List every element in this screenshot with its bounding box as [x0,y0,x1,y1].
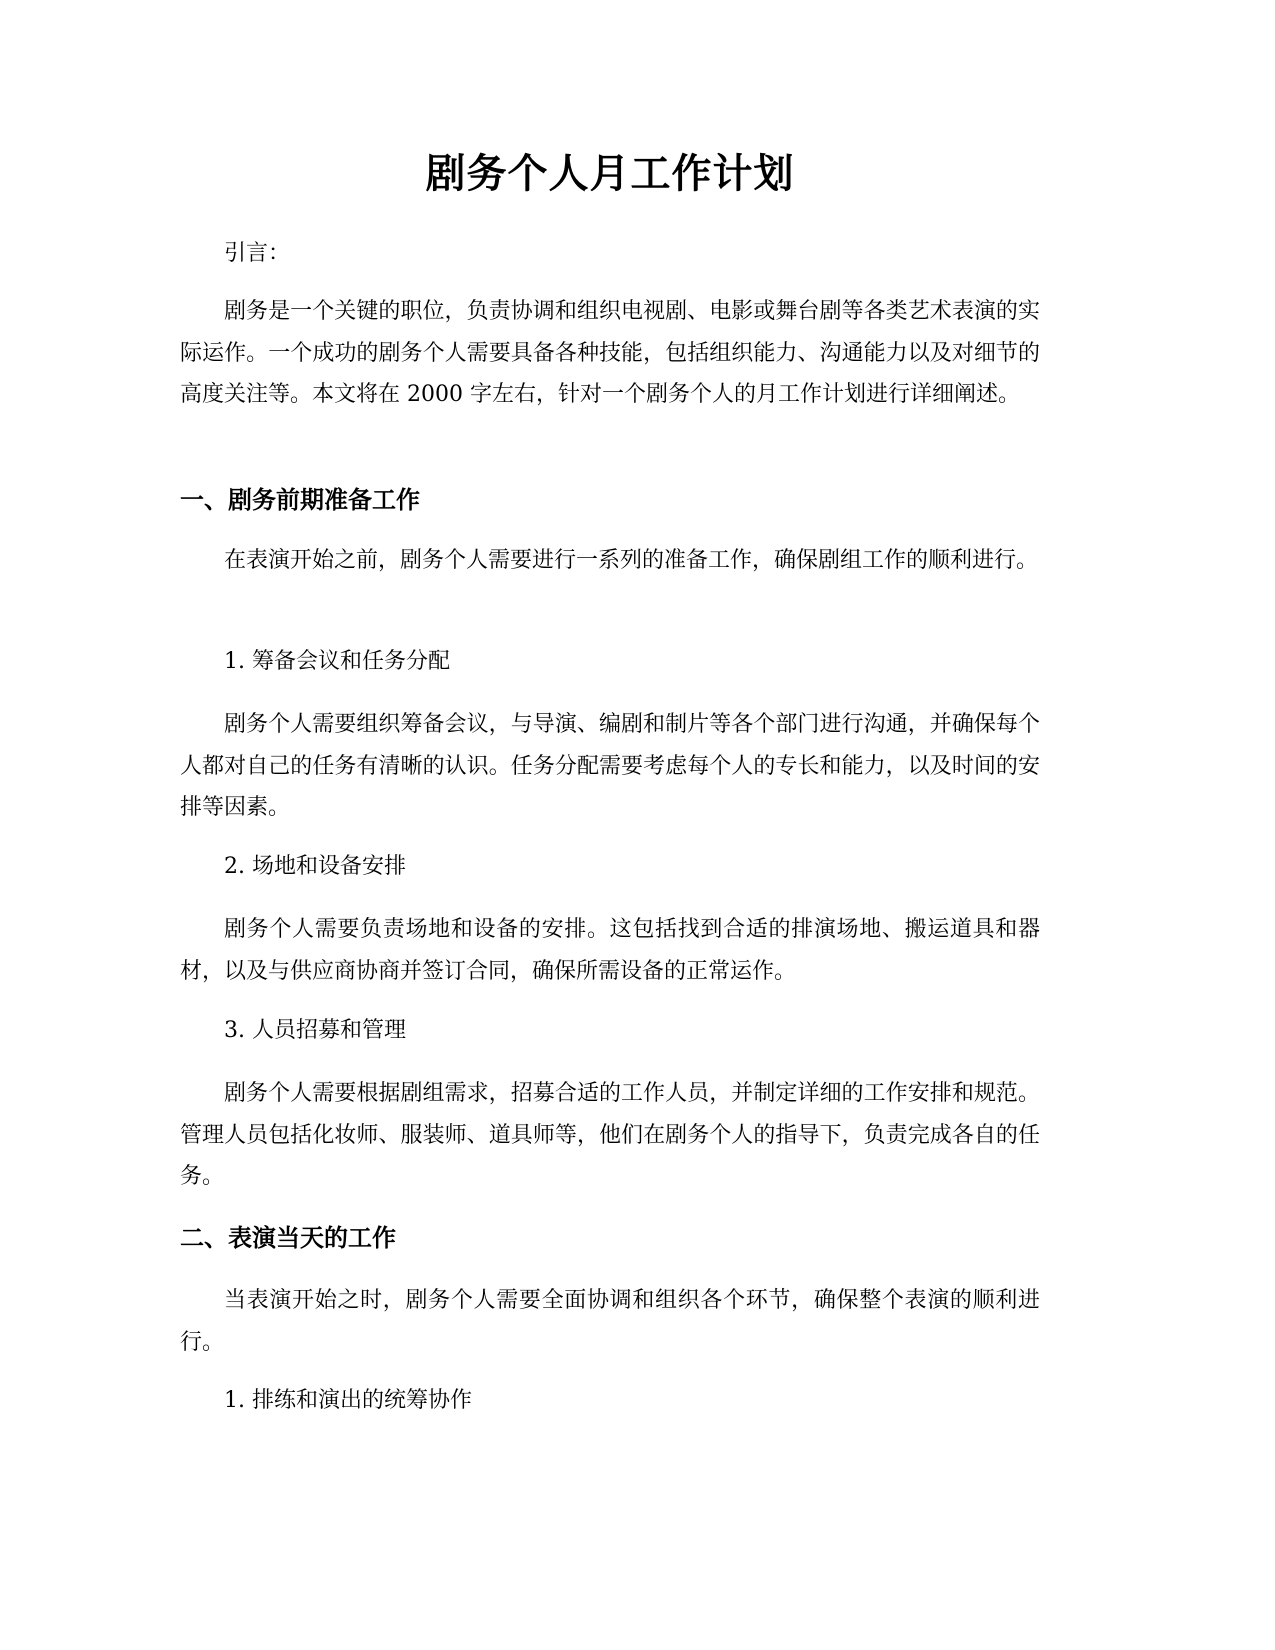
section1-item2-body: 剧务个人需要负责场地和设备的安排。这包括找到合适的排演场地、搬运道具和器材，以及与供应商协商并签订合同，确保所需设备的正常运作。 [180,917,1040,984]
section1-item3-body: 剧务个人需要根据剧组需求，招募合适的工作人员，并制定详细的工作安排和规范。管理人员包括化妆师、服装师、道具师等，他们在剧务个人的指导下，负责完成各自的任务。 [180,1081,1040,1189]
section1-item3-title: 3. 人员招募和管理 [224,1018,406,1043]
section1-item1-body: 剧务个人需要组织筹备会议，与导演、编剧和制片等各个部门进行沟通，并确保每个人都对自己的任务有清晰的认识。任务分配需要考虑每个人的专长和能力，以及时间的安排等因素。 [180,712,1040,820]
section1-item2-title: 2. 场地和设备安排 [224,854,406,879]
intro-label: 引言： [224,241,291,266]
document-title: 剧务个人月工作计划 [425,151,795,197]
section2-heading: 二、表演当天的工作 [180,1224,396,1252]
section2-item1-title: 1. 排练和演出的统筹协作 [224,1388,472,1413]
section1-heading: 一、剧务前期准备工作 [180,486,420,514]
section1-intro: 在表演开始之前，剧务个人需要进行一系列的准备工作，确保剧组工作的顺利进行。 [224,548,1039,573]
section2-intro: 当表演开始之时，剧务个人需要全面协调和组织各个环节，确保整个表演的顺利进行。 [180,1288,1040,1355]
section1-item1-title: 1. 筹备会议和任务分配 [224,649,450,674]
intro-paragraph: 剧务是一个关键的职位，负责协调和组织电视剧、电影或舞台剧等各类艺术表演的实际运作。一个成功的剧务个人需要具备各种技能，包括组织能力、沟通能力以及对细节的高度关注等。本文将在 2000 字左右，针对一个剧务个人的月工作计划进行详细阐述。 [180,299,1040,407]
